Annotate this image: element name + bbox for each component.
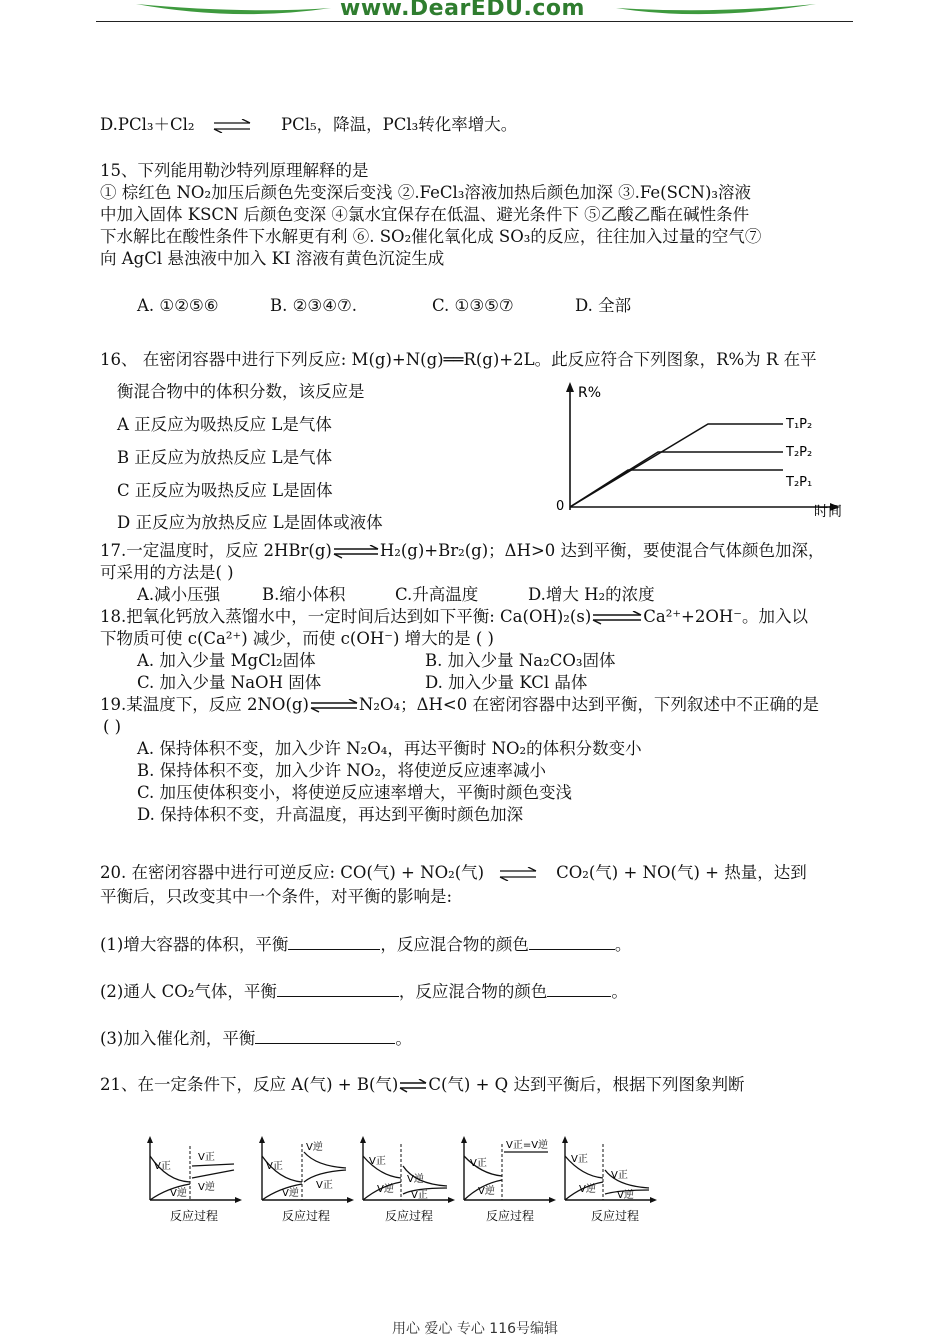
q21-stem bbox=[100, 1074, 744, 1096]
equilibrium-arrow-icon bbox=[309, 699, 359, 713]
q21-graph-2-label: V正 bbox=[316, 1180, 333, 1191]
q21-graph-1-label: V正 bbox=[198, 1152, 215, 1163]
q21-graph-3-xlabel: 反应过程 bbox=[385, 1209, 434, 1223]
q20-text: (3)加入催化剂，平衡 bbox=[100, 1029, 256, 1048]
q18-option-b: B. 加入少量 Na₂CO₃固体 bbox=[425, 651, 616, 670]
q17-option-a: A.减小压强 bbox=[137, 585, 221, 604]
q16-curve-t1p2 bbox=[570, 424, 783, 507]
q16-curve-label: T₁P₂ bbox=[786, 417, 813, 432]
q16-option-c: C 正反应为吸热反应 L是固体 bbox=[117, 481, 333, 500]
q16-xlabel: 时间 bbox=[814, 504, 842, 520]
q15-option-d: D. 全部 bbox=[575, 296, 632, 315]
footer: 用心 爱心 专心 116号编辑 bbox=[391, 1321, 559, 1337]
q20-text: (2)通人 CO₂气体，平衡 bbox=[100, 982, 277, 1001]
header-rule bbox=[96, 21, 853, 22]
q21-graph-5-label: V正 bbox=[571, 1154, 588, 1165]
q21-graph-4-xlabel: 反应过程 bbox=[486, 1209, 535, 1223]
q21-graph-4-label: V正=V逆 bbox=[506, 1140, 549, 1151]
q18-stem-line2: 下物质可使 c(Ca²⁺) 减少，而使 c(OH⁻) 增大的是 ( ) bbox=[100, 629, 494, 648]
q21-graph-5-label: V正 bbox=[611, 1170, 628, 1181]
q15-line: 15、下列能用勒沙特列原理解释的是 bbox=[100, 161, 369, 180]
answer-blank[interactable] bbox=[255, 1027, 395, 1044]
q21-graph-4-label: V逆 bbox=[478, 1186, 495, 1197]
q17-option-d: D.增大 H₂的浓度 bbox=[528, 585, 655, 604]
q18-option-c: C. 加入少量 NaOH 固体 bbox=[137, 673, 322, 692]
q20-stem-line2: 平衡后，只改变其中一个条件，对平衡的影响是: bbox=[100, 887, 453, 906]
q21-graph-2 bbox=[254, 1136, 354, 1226]
q18-option-d: D. 加入少量 KCl 晶体 bbox=[425, 673, 588, 692]
equilibrium-arrow-icon bbox=[591, 611, 643, 625]
q21-graph-4 bbox=[456, 1136, 556, 1226]
q20-text: 。 bbox=[611, 982, 628, 1001]
q14-d-prefix: D.PCl₃＋Cl₂ bbox=[100, 115, 195, 134]
q21-graph-1-label: V正 bbox=[154, 1161, 171, 1172]
q16-stem-line1: 16、 在密闭容器中进行下列反应: M(g)+N(g)══R(g)+2L。此反应符合下列图象，R%为 R 在平 bbox=[100, 350, 817, 369]
q20-text: 。 bbox=[614, 935, 632, 954]
q21-graph-2-label: V正 bbox=[266, 1161, 283, 1172]
q18-option-a: A. 加入少量 MgCl₂固体 bbox=[137, 651, 316, 670]
equilibrium-arrow-icon bbox=[498, 867, 538, 881]
q14-d-suffix: PCl₅，降温，PCl₃转化率增大。 bbox=[281, 115, 518, 134]
q19-text: 19.某温度下，反应 2NO(g) bbox=[100, 695, 309, 714]
q15-line: ① 棕红色 NO₂加压后颜色先变深后变浅 ②.FeCl₃溶液加热后颜色加深 ③.Fe(SCN)₃溶液 bbox=[100, 183, 752, 202]
q21-graph-3-label: V逆 bbox=[407, 1174, 424, 1185]
q20-text: ，反应混合物的颜色 bbox=[380, 935, 529, 954]
q19-option-b: B. 保持体积不变，加入少许 NO₂，将使逆反应速率减小 bbox=[137, 761, 546, 780]
q17-stem-line2: 可采用的方法是( ) bbox=[100, 563, 234, 582]
q20-text: ，反应混合物的颜色 bbox=[398, 982, 548, 1001]
q21-graph-3 bbox=[355, 1136, 455, 1226]
q21-graph-2-label: V逆 bbox=[282, 1188, 299, 1199]
q16-option-d: D 正反应为放热反应 L是固体或液体 bbox=[117, 513, 383, 532]
q14-option-d bbox=[100, 114, 517, 136]
answer-blank[interactable] bbox=[529, 933, 615, 950]
equilibrium-arrow-icon bbox=[212, 119, 252, 133]
q15-line: 向 AgCl 悬浊液中加入 KI 溶液有黄色沉淀生成 bbox=[100, 249, 445, 268]
q19-stem-line2: ( ) bbox=[103, 717, 122, 736]
answer-blank[interactable] bbox=[547, 980, 611, 997]
equilibrium-arrow-icon bbox=[332, 545, 380, 559]
q16-curve-t2p2 bbox=[570, 452, 783, 507]
q15-option-c: C. ①③⑤⑦ bbox=[432, 296, 514, 315]
q21-graph-2-xlabel: 反应过程 bbox=[282, 1209, 331, 1223]
header-brand: www.DearEDU.com bbox=[340, 0, 585, 21]
q16-curve-label: T₂P₁ bbox=[786, 475, 813, 490]
q16-ylabel: R% bbox=[578, 385, 602, 401]
q21-graph-5-label: V逆 bbox=[617, 1190, 634, 1201]
q15-option-a: A. ①②⑤⑥ bbox=[137, 296, 219, 315]
q21-graph-1-xlabel: 反应过程 bbox=[170, 1209, 219, 1223]
q21-graph-3-label: V正 bbox=[411, 1190, 428, 1201]
q19-option-d: D. 保持体积不变，升高温度，再达到平衡时颜色加深 bbox=[137, 805, 524, 824]
q19-option-a: A. 保持体积不变，加入少许 N₂O₄，再达平衡时 NO₂的体积分数变小 bbox=[137, 739, 642, 758]
q19-stem-line1 bbox=[100, 694, 819, 716]
q17-stem-line1 bbox=[100, 540, 825, 562]
q19-text: N₂O₄；ΔH<0 在密闭容器中达到平衡，下列叙述中不正确的是 bbox=[358, 695, 819, 714]
q18-text: Ca²⁺+2OH⁻。加入以 bbox=[643, 607, 808, 626]
q16-option-b: B 正反应为放热反应 L是气体 bbox=[117, 448, 333, 467]
q20-stem-line1 bbox=[100, 862, 807, 884]
q17-option-b: B.缩小体积 bbox=[262, 585, 346, 604]
q21-graph-1 bbox=[142, 1136, 242, 1226]
q20-sub2 bbox=[100, 980, 628, 1003]
q21-graph-4-label: V正 bbox=[470, 1158, 487, 1169]
answer-blank[interactable] bbox=[288, 933, 380, 950]
q21-graph-3-label: V逆 bbox=[377, 1184, 394, 1195]
q17-text: 17.一定温度时，反应 2HBr(g) bbox=[100, 541, 332, 560]
q18-stem-line1 bbox=[100, 606, 808, 628]
q20-text: (1)增大容器的体积，平衡 bbox=[100, 935, 289, 954]
q16-stem-line2: 衡混合物中的体积分数，该反应是 bbox=[117, 382, 365, 401]
answer-blank[interactable] bbox=[277, 980, 399, 997]
q17-text: H₂(g)+Br₂(g)；ΔH>0 达到平衡，要使混合气体颜色加深， bbox=[379, 541, 825, 560]
q16-option-a: A 正反应为吸热反应 L是气体 bbox=[117, 415, 332, 434]
q20-text: 20. 在密闭容器中进行可逆反应: CO(气) + NO₂(气) bbox=[100, 863, 485, 882]
q21-graph-3-label: V正 bbox=[369, 1156, 386, 1167]
q15-line: 下水解比在酸性条件下水解更有利 ⑥. SO₂催化氧化成 SO₃的反应，往往加入过量的空气⑦ bbox=[100, 227, 762, 246]
q19-option-c: C. 加压使体积变小，将使逆反应速率增大，平衡时颜色变浅 bbox=[137, 783, 573, 802]
q21-graph-5 bbox=[557, 1136, 657, 1226]
q21-graph-5-label: V逆 bbox=[579, 1184, 596, 1195]
q21-graph-2-label: V逆 bbox=[306, 1142, 323, 1153]
q16-chart bbox=[548, 380, 858, 520]
q20-text: CO₂(气) + NO(气) + 热量，达到 bbox=[556, 863, 807, 882]
q21-text: C(气) + Q 达到平衡后，根据下列图象判断 bbox=[428, 1075, 745, 1094]
q15-option-b: B. ②③④⑦. bbox=[270, 296, 358, 315]
q21-graph-1-label: V逆 bbox=[170, 1188, 187, 1199]
q21-graph-5-xlabel: 反应过程 bbox=[591, 1209, 640, 1223]
q18-text: 18.把氧化钙放入蒸馏水中，一定时间后达到如下平衡: Ca(OH)₂(s) bbox=[100, 607, 592, 626]
q16-origin: 0 bbox=[556, 499, 565, 514]
q21-graph-1-label: V逆 bbox=[198, 1182, 215, 1193]
q21-text: 21、在一定条件下，反应 A(气) + B(气) bbox=[100, 1075, 399, 1094]
q20-sub3 bbox=[100, 1027, 412, 1050]
q16-y-arrow bbox=[566, 382, 574, 392]
q16-curve-label: T₂P₂ bbox=[786, 445, 813, 460]
q20-sub1 bbox=[100, 933, 631, 956]
q17-option-c: C.升高温度 bbox=[395, 585, 479, 604]
equilibrium-arrow-icon bbox=[398, 1079, 428, 1093]
q20-text: 。 bbox=[395, 1029, 412, 1048]
q15-line: 中加入固体 KSCN 后颜色变深 ④氯水宜保存在低温、避光条件下 ⑤乙酸乙酯在碱性条件 bbox=[100, 205, 750, 224]
